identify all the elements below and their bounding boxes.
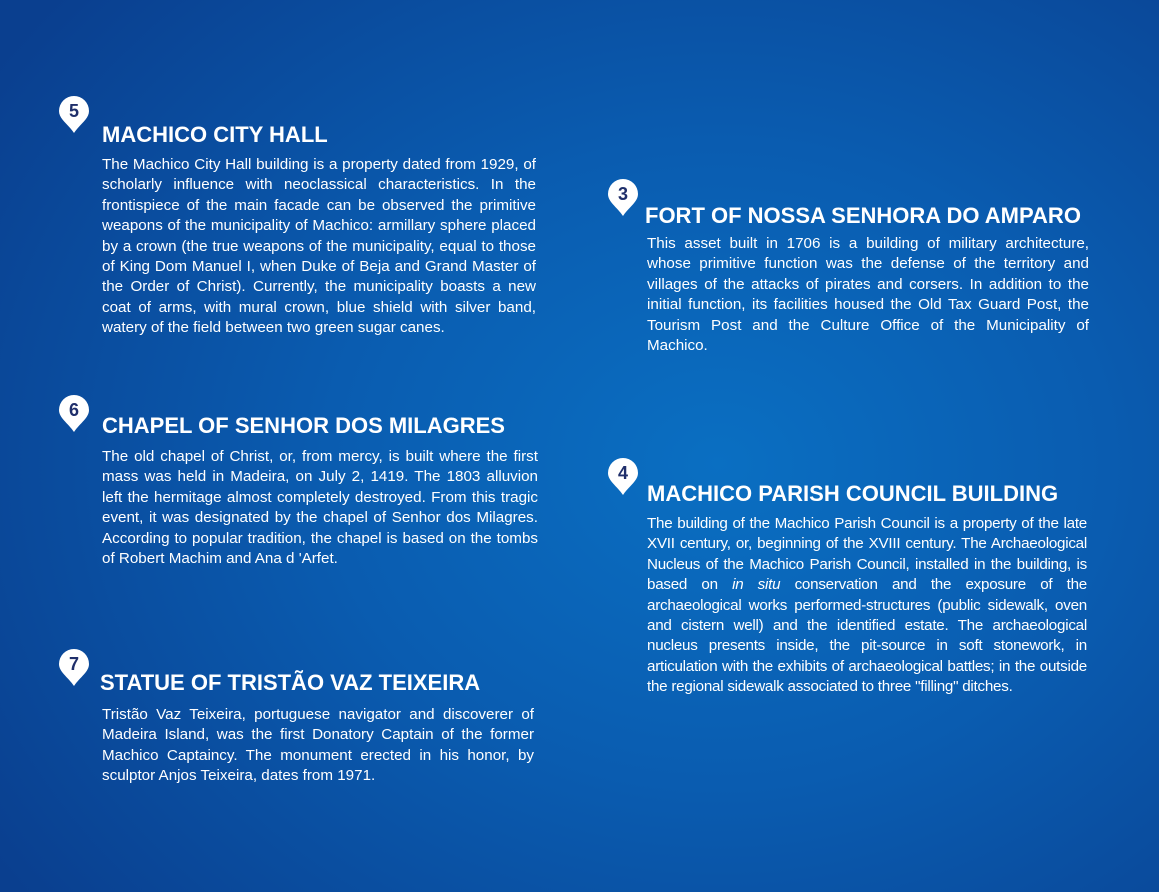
map-pin-icon	[58, 394, 90, 434]
section-body	[647, 514, 1087, 698]
section-body: Tristão Vaz Teixeira, portuguese navigator and discoverer of Madeira Island, was the first Donatory Captain of the former Machico Captaincy. The monument erected in his honor, by sculptor Anjos Teixeira, dates from 1971.	[102, 706, 534, 785]
section-body: This asset built in 1706 is a building of military architecture, whose primitive function was the defense of the territory and villages of the attacks of pirates and corsers. In addition to the initial function, its facilities housed the Old Tax Guard Post, the Tourism Post and the Culture Office of the Municipality of Machico.	[647, 235, 1089, 355]
section-title: MACHICO PARISH COUNCIL BUILDING	[647, 481, 1059, 506]
marker-number: 3	[617, 184, 628, 204]
section-title: MACHICO CITY HALL	[102, 122, 328, 147]
map-pin-icon	[58, 648, 90, 688]
marker-number: 4	[617, 463, 628, 483]
section-body: The Machico City Hall building is a property dated from 1929, of scholarly influence with neoclassical characteristics. In the frontispiece of the main facade can be observed the primitive weapons of the municipality of Machico: armillary sphere placed by a crown (the true weapons of the municipality, equal to those of King Dom Manuel I, when Duke of Beja and Grand Master of the Order of Christ). Currently, the municipality boasts a new coat of arms, with mural crown, blue shield with silver band, watery of the field between two green sugar canes.	[102, 156, 536, 337]
map-pin-icon	[607, 178, 639, 218]
section-body-part: conservation and the exposure of the archaeological works performed-structures (public sidewalk, oven and cistern well) and the identified estate. The archaeological nucleus presents inside, the pit-source in soft stonework, in articulation with the exhibits of archaeological battles; in the outside the regional sidewalk associated to three "filling" ditches.	[647, 576, 1088, 696]
section-body-part: The building of the Machico Parish Council is a property of the late XVII century, or, beginning of the XVIII century. The Archaeological Nucleus of the Machico Parish Council, installed in the building, is based on	[647, 515, 1087, 594]
section-body-italic: in situ	[732, 576, 781, 594]
map-pin-icon	[58, 95, 90, 135]
section-title: STATUE OF TRISTÃO VAZ TEIXEIRA	[100, 670, 481, 695]
section-title: CHAPEL OF SENHOR DOS MILAGRES	[102, 413, 505, 438]
marker-number: 7	[68, 654, 79, 674]
map-pin-icon	[607, 457, 639, 497]
section-body: The old chapel of Christ, or, from mercy, is built where the first mass was held in Madeira, on July 2, 1419. The 1803 alluvion left the hermitage almost completely destroyed. From this tragic event, it was designated by the chapel of Senhor dos Milagres. According to popular tradition, the chapel is based on the tombs of Robert Machim and Ana d 'Arfet.	[102, 448, 538, 568]
marker-number: 5	[68, 101, 79, 121]
section-title: FORT OF NOSSA SENHORA DO AMPARO	[645, 203, 1081, 228]
marker-number: 6	[68, 400, 79, 420]
